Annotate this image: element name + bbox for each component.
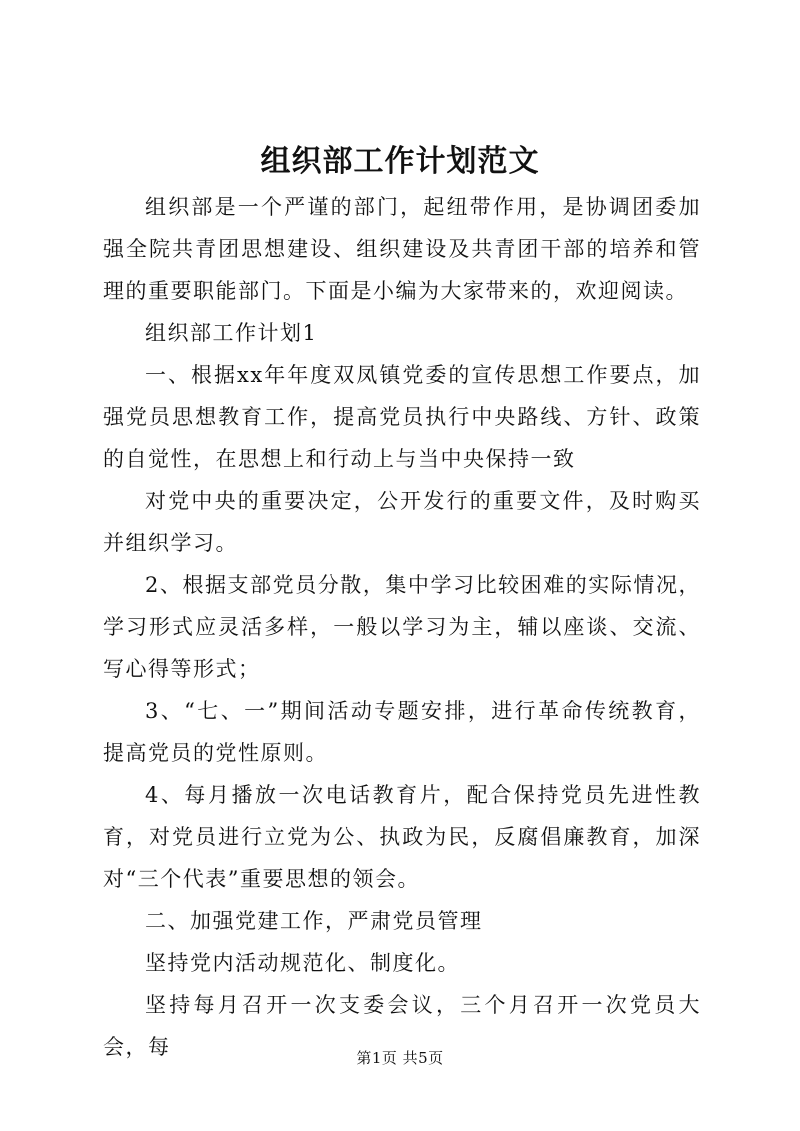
paragraph-item-1: 对党中央的重要决定，公开发行的重要文件，及时购买并组织学习。 (103, 489, 701, 555)
page-footer: 第1页 共5页 (356, 1049, 444, 1067)
paragraph-intro: 组织部是一个严谨的部门，起纽带作用，是协调团委加强全院共青团思想建设、组织建设及共青团干部的培养和管理的重要职能部门。下面是小编为大家带来的，欢迎阅读。 (103, 195, 701, 303)
paragraph-item-3: 3、“七、一”期间活动专题安排，进行革命传统教育，提高党员的党性原则。 (103, 699, 701, 765)
paragraph-section-one: 一、根据xx年年度双凤镇党委的宣传思想工作要点，加强党员思想教育工作，提高党员执行中央路线、方针、政策的自觉性，在思想上和行动上与当中央保持一致 (103, 363, 701, 471)
document-title: 组织部工作计划范文 (260, 144, 540, 179)
paragraph-meetings: 坚持每月召开一次支委会议，三个月召开一次党员大会，每 (103, 993, 701, 1059)
paragraph-standardize: 坚持党内活动规范化、制度化。 (145, 951, 460, 975)
paragraph-item-4: 4、每月播放一次电话教育片，配合保持党员先进性教育，对党员进行立党为公、执政为民，反腐倡廉教育，加深对“三个代表”重要思想的领会。 (103, 783, 701, 891)
paragraph-section-two: 二、加强党建工作，严肃党员管理 (145, 909, 483, 933)
paragraph-plan-heading: 组织部工作计划1 (145, 321, 318, 345)
paragraph-item-2: 2、根据支部党员分散，集中学习比较困难的实际情况，学习形式应灵活多样，一般以学习为主，辅以座谈、交流、写心得等形式； (103, 573, 701, 681)
document-body (103, 186, 701, 1068)
